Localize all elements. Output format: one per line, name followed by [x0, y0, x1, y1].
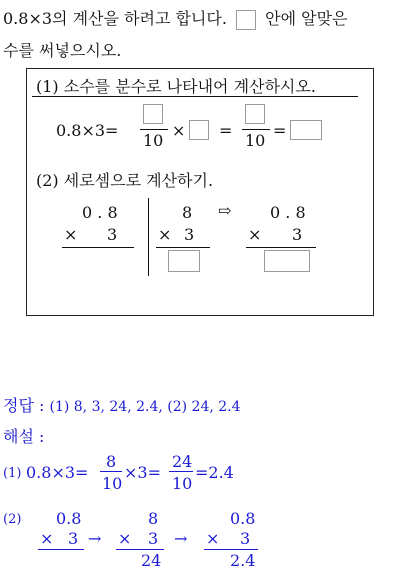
answer-text: (1) 8, 3, 24, 2.4, (2) 24, 2.4 [49, 399, 241, 415]
exp2-c1-n: 3 [68, 529, 79, 548]
equals-sign: = [219, 121, 233, 140]
exp2-prefix: (2) [3, 512, 22, 527]
problem-box [26, 68, 374, 316]
exp2-c3-result: 2.4 [230, 551, 256, 570]
vcalc1-op: × [64, 225, 78, 244]
vcalc2-multiplier: 3 [184, 225, 195, 244]
exp1-frac1-bar [100, 471, 122, 472]
frac-a-denominator: 10 [143, 131, 164, 150]
vcalc2-line [156, 247, 210, 248]
part2-title: (2) 세로셈으로 계산하기. [36, 171, 214, 190]
vcalc2-op: × [158, 225, 172, 244]
frac-a-numerator-blank [143, 104, 163, 124]
question-text: 의 계산을 하려고 합니다. [52, 9, 227, 28]
divider [148, 198, 149, 276]
exp1-frac2-den: 10 [172, 474, 193, 493]
vcalc3-top: 0 . 8 [270, 203, 306, 222]
exp2-c3-line [204, 549, 258, 550]
exp2-c1-line [38, 549, 84, 550]
vcalc3-line [246, 247, 316, 248]
right-arrow-icon: ⇨ [218, 201, 232, 220]
question-expression: 0.8×3 [3, 9, 53, 28]
exp2-c1-op: × [40, 529, 54, 548]
exp2-c2-line [116, 549, 164, 550]
equals-sign-2: = [273, 121, 287, 140]
frac-b-numerator-blank [245, 104, 265, 124]
vcalc1-multiplier: 3 [107, 225, 118, 244]
answer-line [3, 393, 241, 416]
vcalc1-top: 0 . 8 [82, 203, 118, 222]
vcalc2-result-blank [168, 250, 200, 272]
exp1-mid: ×3= [124, 463, 161, 482]
frac-b-denominator: 10 [245, 131, 266, 150]
vcalc3-op: × [248, 225, 262, 244]
vcalc1-line [62, 247, 134, 248]
result-blank [290, 120, 322, 140]
frac-b-bar [242, 129, 270, 130]
vcalc3-result-blank [264, 250, 310, 272]
answer-label: 정답 : [3, 396, 45, 415]
explanation-label: 해설 : [3, 427, 45, 446]
question-line-2: 수를 써넣으시오. [3, 41, 122, 60]
exp2-c2-op: × [118, 529, 132, 548]
arrow-right-icon-2: → [174, 529, 188, 548]
vcalc2-top: 8 [182, 203, 193, 222]
times-sign: × [172, 121, 186, 140]
exp1-lhs: 0.8×3= [26, 463, 89, 482]
exp2-c3-top: 0.8 [230, 509, 256, 528]
exp2-c1-top: 0.8 [56, 509, 82, 528]
exp1-prefix: (1) [3, 466, 22, 481]
exp1-frac1-num: 8 [106, 452, 117, 471]
exp1-frac1-den: 10 [102, 474, 123, 493]
frac-a-bar [140, 129, 168, 130]
exp2-c2-result: 24 [141, 551, 162, 570]
question-tail: 안에 알맞은 [265, 9, 348, 28]
blank-box [236, 10, 256, 30]
part1-lhs: 0.8×3= [56, 121, 119, 140]
exp2-c3-n: 3 [240, 529, 251, 548]
arrow-right-icon-1: → [88, 529, 102, 548]
vcalc3-multiplier: 3 [292, 225, 303, 244]
question-line-1 [3, 6, 348, 30]
multiplier-blank [189, 120, 209, 140]
exp2-c2-n: 3 [148, 529, 159, 548]
exp2-c2-top: 8 [148, 509, 159, 528]
exp1-frac2-bar [169, 471, 193, 472]
exp1-frac2-num: 24 [172, 452, 193, 471]
exp1-result: =2.4 [195, 463, 234, 482]
part1-underline [32, 96, 358, 97]
exp2-c3-op: × [206, 529, 220, 548]
part1-title: (1) 소수를 분수로 나타내어 계산하시오. [36, 77, 316, 96]
